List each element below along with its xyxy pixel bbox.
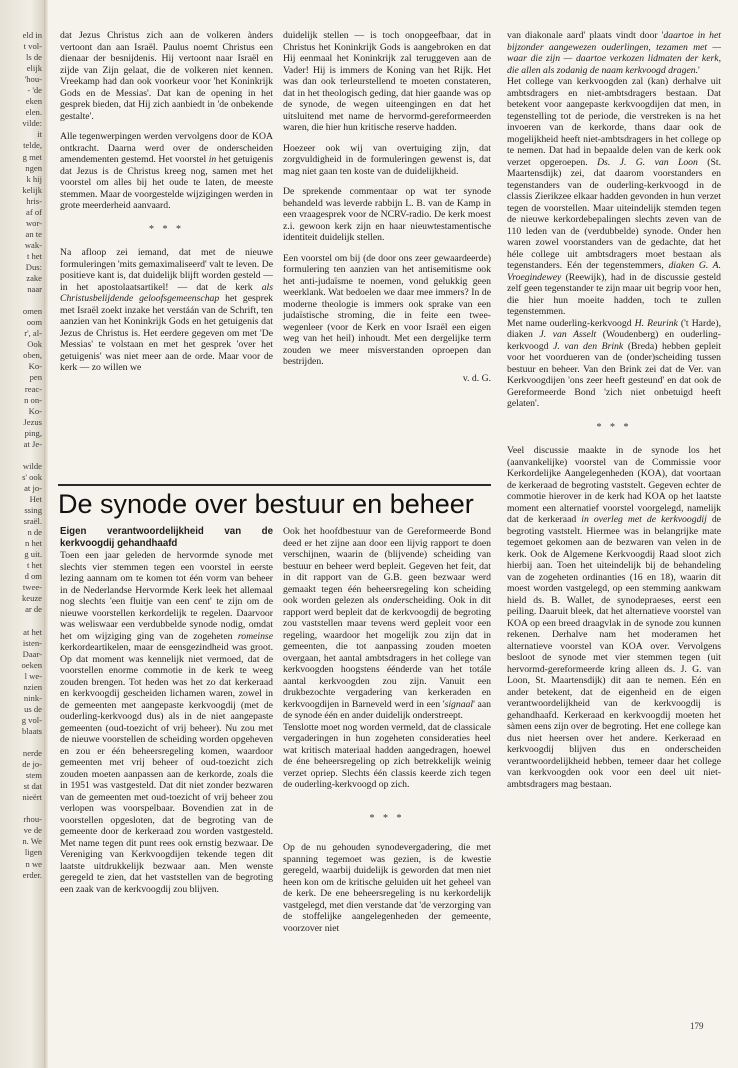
fold-text-fragment: t het	[26, 560, 42, 571]
italic-name: J. van den Brink	[553, 340, 624, 352]
text-run: (Reewijk), had in de discussie gesteld zelf geen tegenstander te zijn maar uit begrip voor hen, die hier hun moeite hadden, toch te zullen tegenstemmen.	[507, 271, 721, 317]
italic-text: in	[208, 154, 217, 165]
column-1-top	[60, 30, 273, 374]
text-run: (St. Maartensdijk) zei, dat daarom voorstanders en tegenstanders van de ouderling-kerkvoogd in de classis Zierikzee elkaar hadden gevonden in hun verzet tegen de voorstellen. Maar uiteindelijk stemden tegen de nieuwe kerkordebepalingen slechts zeven van de 110 leden van de (verdubbelde) synode. Onder hen waren zowel voorstanders van de gedachte, dat het héle college uit ambtsdragers moet bestaan als tegenstanders. Eén der tegenstemmers,	[507, 156, 721, 271]
fold-text-fragment: it	[37, 129, 42, 140]
fold-text-fragment: r', al-	[24, 328, 42, 339]
fold-text-fragment: at Je-	[23, 438, 42, 449]
fold-text-fragment: naar	[27, 284, 42, 295]
paragraph	[60, 247, 273, 374]
paragraph: Hoezeer ook wij van overtuiging zijn, dat zorgvuldigheid in de formuleringen gewenst is, dat mag niet gaan ten koste van de duidelijkheid.	[283, 142, 491, 177]
italic-name: Ds. J. G. van Loon	[597, 156, 698, 168]
fold-text-fragment: de jo-	[22, 759, 42, 770]
fold-text-fragment: erder.	[22, 869, 42, 880]
fold-text-fragment: wor-	[25, 217, 42, 228]
text-run: Toen een jaar geleden de hervormde synode met slechts vier stemmen tegen een voorstel in eerste lezing aannam om te komen tot één vorm van beheer in de Nederlandse Hervormde Kerk leek het allemaal nog slechts 'een fluitje van een cent' te zijn om de nieuwe voorstellen kerkordelijk te regelen. Daarvoor was weliswaar een verdubbelde synode nodig, omdat het om wijziging ging van de zogeheten	[60, 550, 273, 642]
fold-text-fragment: omen	[22, 306, 42, 317]
fold-text-fragment: Daar-	[22, 648, 42, 659]
fold-text-fragment: us de	[24, 703, 42, 714]
fold-text-fragment: ve de	[23, 825, 42, 836]
fold-text-fragment: - 'de	[27, 85, 42, 96]
fold-text-fragment: pen	[29, 372, 42, 383]
fold-text-fragment: oom	[26, 317, 42, 328]
column-2-top	[283, 30, 491, 384]
fold-text-fragment: eld in	[22, 30, 42, 40]
fold-text-fragment: ls de	[26, 52, 42, 63]
fold-text-fragment: keuze	[21, 593, 42, 604]
italic-text: romeinse	[237, 630, 273, 642]
fold-text-fragment	[0, 295, 42, 306]
paragraph	[507, 318, 721, 410]
fold-text-fragment: t vol-	[23, 41, 42, 52]
previous-page-edge	[0, 0, 44, 1068]
paragraph	[507, 445, 721, 790]
fold-text-fragment: rhou-	[23, 814, 42, 825]
fold-text-fragment: s' ook	[22, 471, 42, 482]
fold-text-fragment: stem	[25, 770, 42, 781]
article-column-2	[283, 526, 491, 934]
fold-text-fragment: g vol-	[21, 714, 42, 725]
author-signature: v. d. G.	[462, 372, 491, 384]
fold-text-fragment: at jo-	[24, 482, 42, 493]
paragraph: Een voorstel om bij (de door ons zeer gewaardeerde) formulering ten aanzien van het antisemitisme ook het anti-judaïsme te noemen, vond gelukkig geen weerklank. Wat bedoelen we daar mee immers? In de moderne theologie is immers ook sprake van een judaïstische stroming, die in feite een twee-wegenleer (voor de Kerk en voor Israël een eigen weg van het heil) inhoudt. Met een dergelijke term zouden we meer misverstanden oproepen dan bestrijden.	[283, 252, 491, 367]
section-separator: * * *	[149, 223, 184, 235]
text-run: Met name ouderling-kerkvoogd	[507, 317, 635, 329]
fold-text-fragment: n het	[25, 538, 42, 549]
page-gutter	[44, 0, 48, 1068]
text-run: het getuigenis dat Jezus is de Christus kreeg nog, samen met het voorstel om alles bij het oude te laten, de meeste stemmen. Maar de voorgestelde wijzigingen werden in grote meerderheid aanvaard.	[60, 154, 274, 211]
text-run: ' aan de synode één en ander duidelijk onderstreept.	[283, 698, 491, 721]
paragraph: duidelijk stellen — is toch onopgeefbaar, dat in Christus het Koninkrijk Gods is aangebroken en dat Hij eenmaal het Koninkrijk zal teruggeven aan de Vader! Hij is immers de Koning van het Rijk. Het was dan ook terleurstellend te moeten constateren, dat in het theologisch geding, dat hier gaande was op de synode, de wegen uiteengingen en dat het uitsluitend met name de hervormd-gereformeerden waren, die hier hun kritische reserve hadden.	[283, 30, 491, 133]
article-column-1	[60, 526, 273, 895]
text-run: kerkordeartikelen, maar de eensgezindheid was groot. Op dat moment was kennelijk niet vermoed, dat de voorstellen enorme commotie in de kerk te weeg zouden brengen. Tot heden was het zo dat kerkeraad en kerkvoogdij gescheiden lichamen waren, zowel in de gemeenten met aangepaste kerkvoogdij (met de ouderling-kerkvoogd dus) als in de niet aangepaste gemeenten (oud-toezicht of vrij beheer). Nu zou met de nieuwe voorstellen de scheiding worden opgeheven en zou er één beheersregeling komen, waardoor gemeenten met vrij beheer of oud-toezicht zich zouden moeten aanpassen aan de kerkorde, zoals die in 1951 was vastgesteld. Dat dit niet zonder bezwaren van de gemeenten met oud-toezicht of vrij beheer zou verlopen was voorspelbaar. Bovendien zat in de voorstellen opgesloten, dat de begroting van de gemeente door de kerkeraad zou worden vastgesteld. Met name tegen dit punt rees ook ernstig bezwaar. De Vereniging van Kerkvoogdijen tekende tegen dit laatste uitdrukkelijk bezwaar aan. Men wenste geregeld te zien, dat het vaststellen van de begroting een zaak van de kerkvoogdij zou blijven.	[60, 642, 273, 895]
paragraph	[507, 30, 721, 76]
fold-text-fragment: eken	[25, 96, 42, 107]
page-number: 179	[690, 1021, 704, 1031]
fold-text-fragment: af of	[26, 206, 42, 217]
fold-text-fragment: nzien	[23, 681, 42, 692]
italic-text: onder	[382, 595, 406, 606]
fold-text-fragment: Ko-	[28, 405, 42, 416]
fold-text-fragment: sraël.	[23, 516, 42, 527]
paragraph: Op de nu gehouden synodevergadering, die met spanning tegemoet was gezien, is de kwestie geregeld, waarbij duidelijk is geworden dat men niet heen kon om de kritische geluiden uit het geheel van de kerk. De ene beheersregeling is nu kerkordelijk vastgelegd, met dien verstande dat 'de verzorging van de stoffelijke aangelegenheden der gemeente, voorzover niet	[283, 842, 491, 934]
fold-text-fragment: ar de	[25, 604, 42, 615]
fold-text-fragment: k hij	[26, 173, 42, 184]
text-run: Na afloop zei iemand, dat met de nieuwe formuleringen 'mits gemaximaliseerd' valt te leven. De positieve kant is, dat duidelijk blijft worden gesteld — in het apostolaatsartikel! — dat de kerk	[60, 247, 273, 293]
text-run: (Breda) hebben gepleit voor het voordueren van de (onder)scheiding tussen bestuur en beheer. Van den Brink zei dat de Ver. van Kerkvoogdijen 'ons zeer heeft gesteund' en dat ook de Gereformeerde Bond 'zich niet onbetuigd heeft gelaten'.	[507, 340, 722, 409]
fold-text-fragment: Ko-	[28, 361, 42, 372]
text-run: Veel discussie maakte in de synode los het (aanvankelijke) voorstel van de Commissie voor Kerkordelijke Aangelegenheden (KOA), dat voortaan de kerkeraad de begroting vaststelt. Gegeven echter de commotie hierover in de kerk had KOA op het laatste moment een alternatief voorstel voorgelegd, namelijk dat de kerkeraad	[507, 445, 721, 525]
paragraph	[283, 526, 491, 722]
fold-text-fragment: ngen	[25, 162, 42, 173]
section-separator: * * *	[369, 812, 405, 824]
text-run: van diakonale aard' plaats vindt door '	[507, 30, 664, 41]
text-run: Alle tegenwerpingen werden vervolgens door de KOA ontkracht. Daarna werd over de onderscheiden amendementen gestemd. Het voorstel	[60, 131, 273, 165]
fold-text-fragment: n de	[27, 527, 42, 538]
text-run: Het college van kerkvoogden zal (kan) derhalve uit ambtsdragers en niet-ambtsdragers bestaan. Dat betekent voor aangepaste kerkvoogdijen dat men, in tegenstelling tot de periode, die verstreken is na het invoeren van de kerkorde, thans daar ook de mogelijkheid heeft niet-ambtsdragers in het college op te nemen. Dat had in bepaalde delen van de kerk ook verzet opgeroepen.	[507, 76, 721, 168]
fold-text-fragment: at het	[23, 626, 42, 637]
text-run: Ook het hoofdbestuur van de Gereformeerde Bond deed er het zijne aan door een lijvig rapport te doen verschijnen, waarin de (blijvende) scheiding van bestuur en beheer werd bepleit. Gegeven het feit, dat in dit rapport van de G.B. geen bezwaar werd gemaakt tegen één beheersregeling kon scheiding ook worden gelezen als	[283, 526, 491, 606]
fold-text-fragment: oeken	[21, 659, 42, 670]
fold-text-fragment: Dus:	[25, 261, 42, 272]
fold-text-fragment: an te	[25, 228, 42, 239]
paragraph: Tenslotte moet nog worden vermeld, dat de classicale vergaderingen in hun zogeheten consideraties heel wat kritisch materiaal hadden aangedragen, hoewel de éne beheersregeling op zich betrekkelijk weinig verzet opriep. Slechts één classis keerde zich tegen de ouderling-kerkvoogd op zich.	[283, 721, 491, 790]
italic-text: als Christusbelijdende geloofsgemeenschap	[60, 281, 273, 304]
fold-text-fragment: st dat	[23, 781, 42, 792]
text-run: '	[698, 64, 700, 76]
fold-text-fragment: zake	[26, 273, 42, 284]
fold-text-fragment: n on-	[24, 394, 42, 405]
fold-text-fragment: oben,	[23, 350, 42, 361]
fold-text-fragment	[0, 803, 42, 814]
fold-text-fragment: 'hou-	[24, 74, 42, 85]
fold-text-fragment: nieërt	[22, 792, 42, 803]
fold-text-fragment	[0, 615, 42, 626]
text-run: het gesprek met Israël zoekt inzake het verstáán van de Schrift, ten aanzien van het Koninkrijk Gods en het getuigenis dat Jezus de Christus is. Het eerdere gegeven om met 'De Messias' te volstaan en met het gesprek 'over het getuigenis' was niet meer aan de orde. Maar voor de kerk — zo willen we	[60, 293, 273, 373]
fold-text-fragment: hris-	[26, 195, 42, 206]
fold-text-fragment: d om	[24, 571, 42, 582]
text-run: (Woudenberg) en ouderling-kerkvoogd	[507, 329, 721, 352]
italic-name: H. Reurink	[634, 317, 678, 329]
fold-text-fragment: g uit.	[24, 549, 42, 560]
previous-page-text-fragments	[0, 30, 42, 881]
fold-text-fragment: n we	[25, 858, 42, 869]
paragraph	[60, 131, 273, 212]
fold-text-fragment: twee-	[22, 582, 42, 593]
fold-text-fragment: telde,	[23, 140, 42, 151]
fold-text-fragment: nink-	[23, 692, 42, 703]
fold-text-fragment: g met	[22, 151, 42, 162]
paragraph	[507, 76, 721, 318]
headline-rule	[58, 484, 491, 486]
fold-text-fragment: isten-	[22, 637, 42, 648]
article-subheading: Eigen verantwoordelijkheid van de kerkvoogdij gehandhaafd	[60, 526, 273, 549]
text-run: scheiding. Ook in dit rapport werd bepleit dat de kerkvoogdij de begroting zou vaststellen maar tevens werd gepleit voor een regeling, waardoor het mogelijk zou zijn dat in gemeenten, die tot aanpassing zouden moeten overgaan, het aantal ambtsdragers in het college van kerkvoogden hoogstens éénderde van het totále aantal kerkvoogden zou zijn. Vanuit een drukbezochte vergadering van kerkeraden en kerkvoogdijen in Barneveld werd in een '	[283, 595, 491, 710]
column-3	[507, 30, 721, 790]
article-headline: De synode over bestuur en beheer	[58, 489, 474, 519]
italic-text: signaal	[444, 698, 474, 710]
fold-text-fragment: t het	[26, 250, 42, 261]
italic-name: J. van Asselt	[539, 329, 597, 340]
fold-text-fragment	[0, 737, 42, 748]
fold-text-fragment: nerde	[22, 748, 42, 759]
section-separator: * * *	[596, 421, 632, 433]
fold-text-fragment: Jezus	[23, 416, 42, 427]
fold-text-fragment: kelijk	[22, 184, 42, 195]
text-run: ('t Harde), diaken	[507, 317, 722, 340]
fold-text-fragment: ligen	[24, 847, 42, 858]
fold-text-fragment: blaats	[21, 725, 42, 736]
fold-text-fragment	[0, 450, 42, 461]
italic-quote: daartoe in het bijzonder aangewezen ouderlingen, tezamen met — waar die zijn — daartoe verkozen lidmaten der kerk, die allen als zodanig de naam kerkvoogd dragen.	[507, 30, 721, 76]
fold-text-fragment: ssing	[24, 505, 42, 516]
fold-text-fragment: elijk	[26, 63, 42, 74]
fold-text-fragment: Het	[29, 493, 42, 504]
italic-text: in overleg met de kerkvoogdij	[581, 514, 707, 525]
fold-text-fragment: ping,	[24, 427, 42, 438]
paragraph: dat Jezus Christus zich aan de volkeren ànders vertoont dan aan Israël. Paulus noemt Christus een dienaar der besnijdenis. Hij vertoont naar Israël en zijde van Zijn gelaat, die de volkeren niet kennen. Vreekamp had dan ook voorkeur voor 'het Koninkrijk Gods en de Messias'. Dat kan de opening in het gesprek bieden, dat Hij zich aanbiedt in 'de onbekende gestalte'.	[60, 30, 273, 122]
fold-text-fragment: vilde:	[22, 118, 42, 129]
fold-text-fragment: l we-	[24, 670, 42, 681]
fold-text-fragment: Ook	[27, 339, 42, 350]
text-run: de begroting vaststelt. Hiermee was in belangrijke mate tegemoet gekomen aan de bezwaren van velen in de kerk. Ook de Algemene Kerkvoogdij Raad sloot zich hierbij aan. Toen het uiteindelijk bij de behandeling van de zogeheten ordinanties (16 en 18), waarin dit moest worden vastgelegd, op een stemming aankwam hield ds. B. Wallet, de synodepraeses, eerst een peiling. Daaruit bleek, dat het alternatieve voorstel van KOA op een breed draagvlak in de synode zou kunnen rekenen. Derhalve nam het moderamen het alternatieve voorstel van KOA over. Vervolgens besloot de synode met vier stemmen tegen (uit hervormd-gereformeerde kring alleen ds. J. G. van Loon, St. Maartensdijk) dit aan te nemen. Eén en ander betekent, dat de eigenheid en de eigen verantwoordelijkheid van de kerkvoogdij is gehandhaafd. Kerkeraad en kerkvoogdij moeten het sàmen eens zijn over de begroting. Het ene college kan dus niet heersen over het andere. Kerkeraad en kerkvoogdij blijven dus en onderscheiden verantwoordelijkheid hebben, temeer daar het college van kerkvoogden ook voor een deel uit niet-ambtsdragers mag bestaan.	[507, 514, 721, 790]
paragraph	[60, 550, 273, 895]
fold-text-fragment: wak-	[24, 239, 42, 250]
fold-text-fragment: reac-	[24, 383, 42, 394]
fold-text-fragment: wilde	[22, 460, 42, 471]
paragraph: De sprekende commentaar op wat ter synode behandeld was leverde rabbijn L. B. van de Kamp in een vraagesprek voor de NCRV-radio. De kerk moest z.i. gewoon kerk zijn en haar nieuwtestamentische identiteit duidelijk stellen.	[283, 186, 491, 243]
fold-text-fragment: n. We	[22, 836, 42, 847]
italic-name: diaken G. A. Vroegindewey	[507, 260, 722, 283]
fold-text-fragment: elen.	[25, 107, 42, 118]
